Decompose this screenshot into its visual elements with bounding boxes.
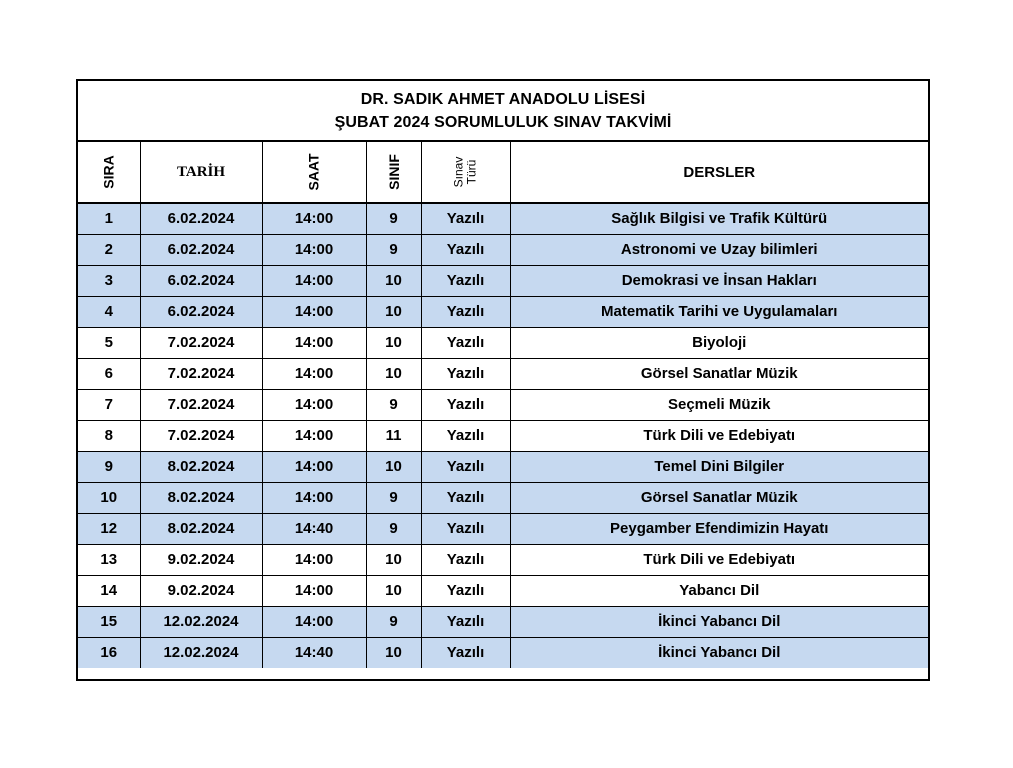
table-row: [78, 389, 928, 420]
header-sira: [78, 142, 140, 203]
row-saat: 14:00: [262, 265, 366, 296]
row-saat: 14:00: [262, 389, 366, 420]
row-tarih: 9.02.2024: [140, 544, 262, 575]
row-sira: 4: [78, 296, 140, 327]
table-row: [78, 544, 928, 575]
row-tarih: 8.02.2024: [140, 513, 262, 544]
row-saat: 14:40: [262, 513, 366, 544]
row-sinif: 9: [366, 234, 421, 265]
row-ders: Biyoloji: [510, 327, 928, 358]
row-ders: Sağlık Bilgisi ve Trafik Kültürü: [510, 203, 928, 234]
row-sinif: 11: [366, 420, 421, 451]
row-sinav-turu: Yazılı: [421, 637, 510, 668]
row-sira: 3: [78, 265, 140, 296]
table-row: [78, 482, 928, 513]
row-tarih: 6.02.2024: [140, 203, 262, 234]
row-saat: 14:00: [262, 575, 366, 606]
row-ders: Yabancı Dil: [510, 575, 928, 606]
row-sinif: 9: [366, 389, 421, 420]
row-sinif: 10: [366, 327, 421, 358]
row-ders: İkinci Yabancı Dil: [510, 637, 928, 668]
table-row: [78, 606, 928, 637]
row-sinav-turu: Yazılı: [421, 203, 510, 234]
schedule-table: [78, 142, 928, 668]
row-tarih: 8.02.2024: [140, 482, 262, 513]
table-row: [78, 637, 928, 668]
row-tarih: 7.02.2024: [140, 327, 262, 358]
schedule-title: ŞUBAT 2024 SORUMLULUK SINAV TAKVİMİ: [334, 113, 672, 131]
row-tarih: 12.02.2024: [140, 606, 262, 637]
header-dersler: DERSLER: [510, 142, 928, 203]
row-sinif: 10: [366, 265, 421, 296]
table-row: [78, 327, 928, 358]
row-sira: 1: [78, 203, 140, 234]
exam-schedule-sheet: [76, 79, 930, 681]
header-sinav-line2: Türü: [464, 159, 479, 184]
row-sira: 13: [78, 544, 140, 575]
row-tarih: 9.02.2024: [140, 575, 262, 606]
row-saat: 14:00: [262, 544, 366, 575]
header-sira-label: SIRA: [100, 154, 117, 189]
row-ders: Temel Dini Bilgiler: [510, 451, 928, 482]
header-tarih: TARİH: [140, 142, 262, 203]
row-sinif: 10: [366, 544, 421, 575]
row-sira: 15: [78, 606, 140, 637]
row-saat: 14:40: [262, 637, 366, 668]
row-sinif: 9: [366, 513, 421, 544]
table-row: [78, 203, 928, 234]
school-name: DR. SADIK AHMET ANADOLU LİSESİ: [360, 90, 646, 108]
table-row: [78, 296, 928, 327]
row-sira: 10: [78, 482, 140, 513]
row-sinif: 10: [366, 296, 421, 327]
row-sinav-turu: Yazılı: [421, 482, 510, 513]
header-saat-label: SAAT: [305, 152, 322, 191]
table-row: [78, 420, 928, 451]
row-tarih: 7.02.2024: [140, 420, 262, 451]
row-saat: 14:00: [262, 234, 366, 265]
row-saat: 14:00: [262, 203, 366, 234]
row-saat: 14:00: [262, 327, 366, 358]
row-ders: Astronomi ve Uzay bilimleri: [510, 234, 928, 265]
table-row: [78, 575, 928, 606]
row-ders: İkinci Yabancı Dil: [510, 606, 928, 637]
row-saat: 14:00: [262, 296, 366, 327]
row-saat: 14:00: [262, 482, 366, 513]
row-sinav-turu: Yazılı: [421, 327, 510, 358]
row-ders: Türk Dili ve Edebiyatı: [510, 420, 928, 451]
table-row: [78, 234, 928, 265]
row-saat: 14:00: [262, 606, 366, 637]
row-saat: 14:00: [262, 451, 366, 482]
row-ders: Görsel Sanatlar Müzik: [510, 358, 928, 389]
table-row: [78, 358, 928, 389]
row-sinav-turu: Yazılı: [421, 358, 510, 389]
row-tarih: 6.02.2024: [140, 234, 262, 265]
row-sira: 12: [78, 513, 140, 544]
row-sinav-turu: Yazılı: [421, 420, 510, 451]
row-sinav-turu: Yazılı: [421, 296, 510, 327]
header-sinif: [366, 142, 421, 203]
row-sinav-turu: Yazılı: [421, 265, 510, 296]
row-sinav-turu: Yazılı: [421, 544, 510, 575]
row-sinif: 10: [366, 358, 421, 389]
table-row: [78, 451, 928, 482]
row-sinif: 9: [366, 606, 421, 637]
header-sinif-label: SINIF: [385, 153, 402, 190]
row-ders: Demokrasi ve İnsan Hakları: [510, 265, 928, 296]
row-sira: 9: [78, 451, 140, 482]
row-sinav-turu: Yazılı: [421, 389, 510, 420]
row-sira: 16: [78, 637, 140, 668]
header-sinav-line1: Sınav: [451, 156, 466, 187]
row-tarih: 7.02.2024: [140, 389, 262, 420]
row-sira: 6: [78, 358, 140, 389]
title-box: [78, 81, 928, 142]
row-sinav-turu: Yazılı: [421, 451, 510, 482]
row-sinav-turu: Yazılı: [421, 234, 510, 265]
table-row: [78, 513, 928, 544]
row-sinif: 10: [366, 451, 421, 482]
row-tarih: 6.02.2024: [140, 265, 262, 296]
row-sira: 5: [78, 327, 140, 358]
row-sinif: 10: [366, 575, 421, 606]
header-sinav-turu-label: [453, 156, 479, 187]
row-sinav-turu: Yazılı: [421, 575, 510, 606]
row-sira: 2: [78, 234, 140, 265]
row-sinav-turu: Yazılı: [421, 513, 510, 544]
row-tarih: 8.02.2024: [140, 451, 262, 482]
row-ders: Peygamber Efendimizin Hayatı: [510, 513, 928, 544]
schedule-rows: [78, 203, 928, 668]
row-saat: 14:00: [262, 358, 366, 389]
row-ders: Türk Dili ve Edebiyatı: [510, 544, 928, 575]
row-sinif: 9: [366, 482, 421, 513]
row-ders: Matematik Tarihi ve Uygulamaları: [510, 296, 928, 327]
header-row: [78, 142, 928, 203]
row-sinif: 10: [366, 637, 421, 668]
row-saat: 14:00: [262, 420, 366, 451]
row-sinav-turu: Yazılı: [421, 606, 510, 637]
row-tarih: 7.02.2024: [140, 358, 262, 389]
row-sira: 8: [78, 420, 140, 451]
row-ders: Seçmeli Müzik: [510, 389, 928, 420]
row-tarih: 6.02.2024: [140, 296, 262, 327]
row-tarih: 12.02.2024: [140, 637, 262, 668]
row-sinif: 9: [366, 203, 421, 234]
header-saat: [262, 142, 366, 203]
table-row: [78, 265, 928, 296]
row-sira: 14: [78, 575, 140, 606]
header-sinav-turu: [421, 142, 510, 203]
row-ders: Görsel Sanatlar Müzik: [510, 482, 928, 513]
row-sira: 7: [78, 389, 140, 420]
